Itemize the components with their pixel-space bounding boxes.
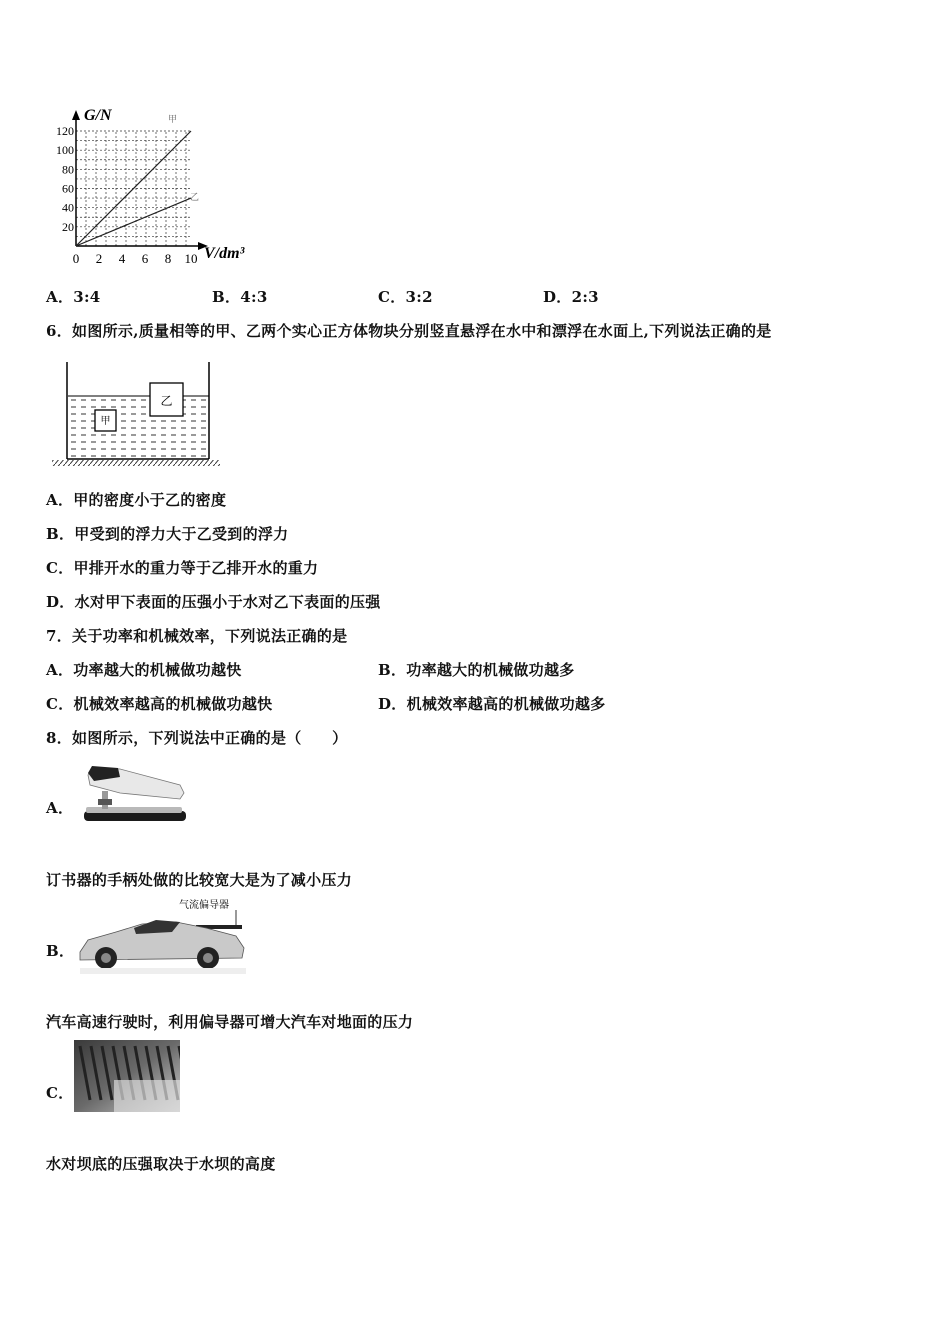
x-tick-label: 4	[118, 251, 126, 266]
x-axis-label: V/dm³	[204, 245, 245, 262]
svg-text:乙: 乙	[160, 394, 173, 408]
x-tick-labels	[73, 251, 198, 266]
q6-option-a[interactable]: A．甲的密度小于乙的密度	[46, 491, 227, 509]
q7-option-c[interactable]: C．机械效率越高的机械做功越快	[46, 695, 273, 713]
q8-stem: 8．如图所示，下列说法中正确的是（ ）	[46, 729, 348, 747]
x-tick-label: 8	[164, 251, 172, 266]
stapler-image	[80, 763, 190, 827]
q8-option-c-text: 水对坝底的压强取决于水坝的高度	[46, 1155, 276, 1173]
q6-option-d[interactable]: D．水对甲下表面的压强小于水对乙下表面的压强	[46, 593, 381, 611]
q6-option-b[interactable]: B．甲受到的浮力大于乙受到的浮力	[46, 525, 289, 543]
series-jia-label: 甲	[168, 114, 178, 124]
y-tick-labels	[56, 124, 74, 234]
ground-hatch	[52, 460, 220, 466]
x-tick-label: 10	[184, 251, 198, 266]
y-tick-label: 20	[62, 219, 74, 234]
svg-text:气流偏导器: 气流偏导器	[179, 900, 229, 911]
q6-option-c[interactable]: C．甲排开水的重力等于乙排开水的重力	[46, 559, 319, 577]
q7-option-b[interactable]: B．功率越大的机械做功越多	[378, 661, 575, 679]
series-yi-line	[76, 198, 191, 246]
q5-option-c[interactable]: C．3:2	[378, 288, 433, 306]
svg-text:甲: 甲	[100, 416, 111, 427]
sports-car-image	[76, 896, 250, 974]
y-tick-label: 120	[56, 124, 74, 138]
q5-option-a[interactable]: A．3:4	[46, 288, 101, 306]
y-tick-label: 60	[62, 181, 74, 196]
y-tick-label: 80	[62, 162, 74, 177]
g-v-graph	[44, 100, 274, 272]
x-tick-label: 6	[141, 251, 149, 266]
y-axis-label: G/N	[84, 107, 112, 124]
q8-option-b-text: 汽车高速行驶时，利用偏导器可增大汽车对地面的压力	[46, 1013, 414, 1031]
q7-stem: 7．关于功率和机械效率，下列说法正确的是	[46, 627, 348, 645]
q8-option-c-label[interactable]: C．	[46, 1084, 74, 1102]
q5-option-d[interactable]: D．2:3	[543, 288, 599, 306]
y-axis-arrow	[72, 110, 80, 120]
y-tick-label: 40	[62, 200, 74, 215]
q8-option-a-label[interactable]: A．	[46, 799, 74, 817]
q6-stem: 6．如图所示,质量相等的甲、乙两个实心正方体物块分别竖直悬浮在水中和漂浮在水面上,下列说法正确的是	[46, 322, 772, 340]
series-yi-label: 乙	[190, 192, 200, 202]
y-tick-label: 100	[56, 143, 74, 158]
q7-option-d[interactable]: D．机械效率越高的机械做功越多	[378, 695, 606, 713]
q8-option-a-text: 订书器的手柄处做的比较宽大是为了减小压力	[46, 871, 353, 889]
q5-option-b[interactable]: B．4:3	[212, 288, 268, 306]
x-tick-label: 2	[95, 251, 103, 266]
x-tick-label: 0	[72, 251, 80, 266]
q7-option-a[interactable]: A．功率越大的机械做功越快	[46, 661, 242, 679]
q8-option-b-label[interactable]: B．	[46, 942, 75, 960]
dam-spillway-image	[74, 1040, 180, 1112]
water	[68, 396, 209, 458]
water-tank-figure	[50, 362, 222, 468]
